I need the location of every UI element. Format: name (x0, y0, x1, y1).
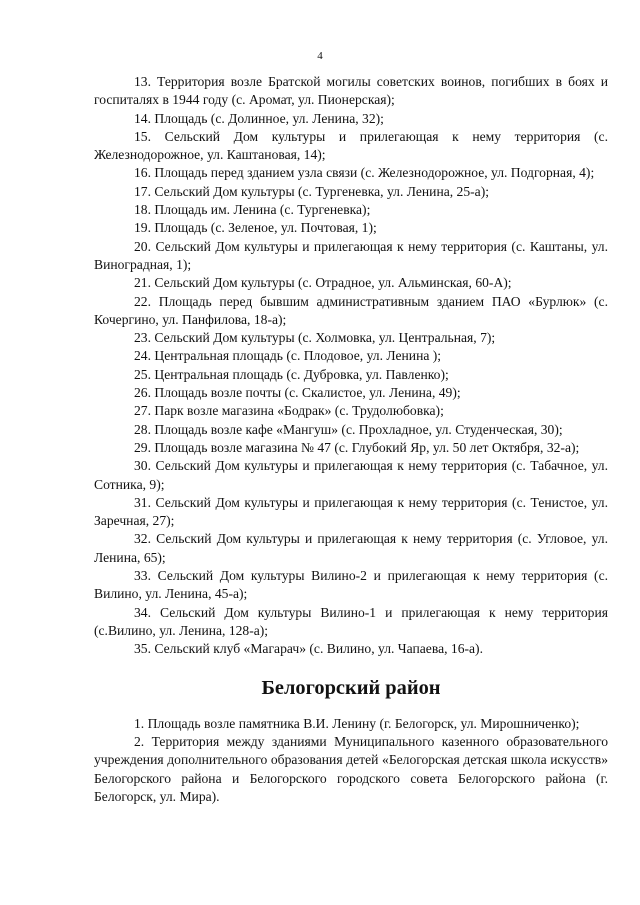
list-item: 22. Площадь перед бывшим административным зданием ПАО «Бурлюк» (с. Кочергино, ул. Панфилова, 18-а); (94, 293, 608, 327)
list-item: 25. Центральная площадь (с. Дубровка, ул. Павленко); (134, 366, 449, 382)
list-item: 21. Сельский Дом культуры (с. Отрадное, ул. Альминская, 60-А); (134, 275, 512, 291)
list-item: 29. Площадь возле магазина № 47 (с. Глубокий Яр, ул. 50 лет Октября, 32-а); (134, 439, 580, 455)
list-item: 28. Площадь возле кафе «Мангуш» (с. Прохладное, ул. Студенческая, 30); (134, 421, 563, 437)
list-item: 34. Сельский Дом культуры Вилино-1 и прилегающая к нему территория (с.Вилино, ул. Ленина, 128-а); (94, 604, 608, 638)
list-item: 27. Парк возле магазина «Бодрак» (с. Трудолюбовка); (134, 403, 444, 419)
list-item: 19. Площадь (с. Зеленое, ул. Почтовая, 1); (134, 220, 377, 236)
list-item: 32. Сельский Дом культуры и прилегающая к нему территория (с. Угловое, ул. Ленина, 65); (94, 531, 608, 565)
list-item: 26. Площадь возле почты (с. Скалистое, ул. Ленина, 49); (134, 385, 461, 401)
list-item: 14. Площадь (с. Долинное, ул. Ленина, 32); (134, 110, 384, 126)
list-item: 20. Сельский Дом культуры и прилегающая к нему территория (с. Каштаны, ул. Виноградная, 1); (94, 238, 608, 272)
list-item: 24. Центральная площадь (с. Плодовое, ул. Ленина ); (134, 348, 442, 364)
list-item: 35. Сельский клуб «Магарач» (с. Вилино, ул. Чапаева, 16-а). (134, 641, 483, 657)
list-item: 13. Территория возле Братской могилы советских воинов, погибших в боях и госпиталях в 1944 году (с. Аромат, ул. Пионерская); (94, 74, 608, 108)
list-item: 2. Территория между зданиями Муниципального казенного образовательного учреждения дополнительного образования детей «Белогорская детская школа искусств» Белогорского района и Белогорского городского совета Белогорского района (г. Белогорск, ул. Мира). (94, 734, 608, 804)
list-item: 23. Сельский Дом культуры (с. Холмовка, ул. Центральная, 7); (134, 330, 496, 346)
list-item: 16. Площадь перед зданием узла связи (с. Железнодорожное, ул. Подгорная, 4); (134, 165, 595, 181)
document-body (94, 73, 608, 806)
list-item: 18. Площадь им. Ленина (с. Тургеневка); (134, 202, 371, 218)
list-item: 15. Сельский Дом культуры и прилегающая к нему территория (с. Железнодорожное, ул. Каштановая, 14); (94, 128, 608, 163)
section-heading: Белогорский район (261, 676, 441, 699)
list-item: 31. Сельский Дом культуры и прилегающая к нему территория (с. Тенистое, ул. Заречная, 27); (94, 494, 608, 529)
list-item: 1. Площадь возле памятника В.И. Ленину (г. Белогорск, ул. Мирошниченко); (134, 715, 580, 731)
page-number: 4 (317, 50, 323, 62)
list-item: 30. Сельский Дом культуры и прилегающая к нему территория (с. Табачное, ул. Сотника, 9); (94, 458, 608, 492)
list-item: 17. Сельский Дом культуры (с. Тургеневка, ул. Ленина, 25-а); (134, 183, 490, 199)
list-item: 33. Сельский Дом культуры Вилино-2 и прилегающая к нему территория (с. Вилино, ул. Ленина, 45-а); (94, 568, 608, 602)
